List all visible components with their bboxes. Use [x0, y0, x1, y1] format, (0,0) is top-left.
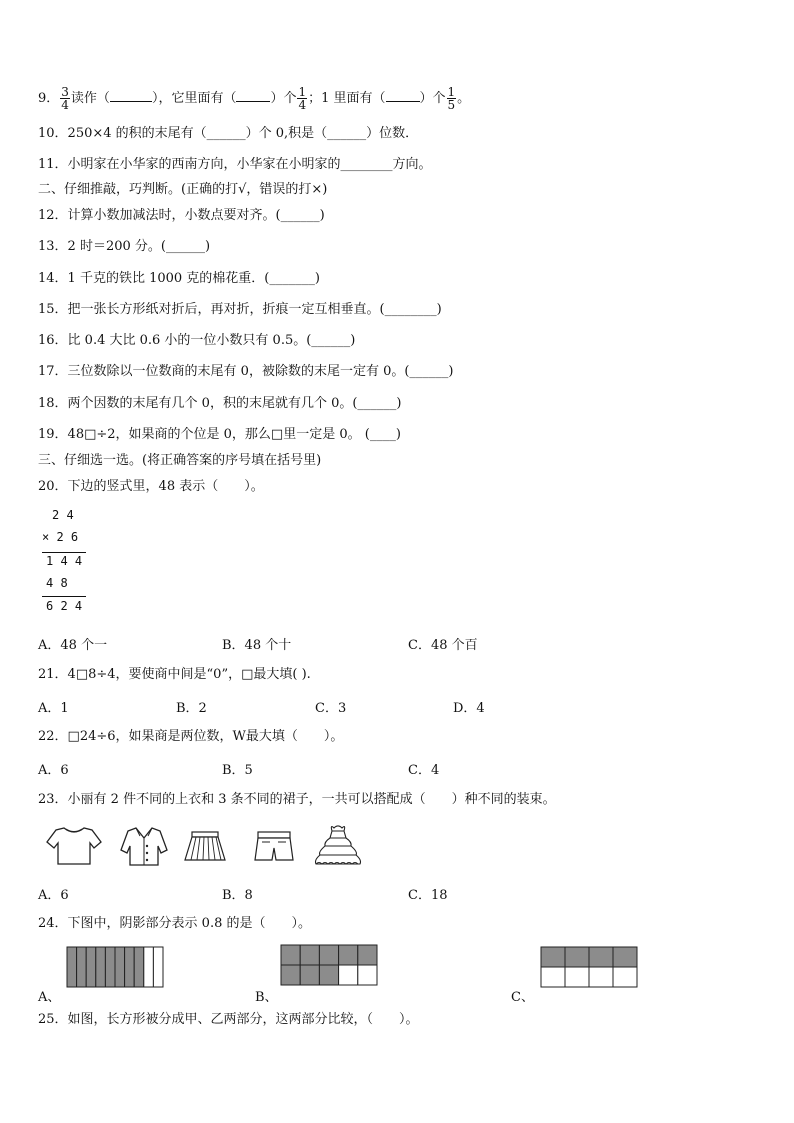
option-b[interactable]: B．48 个十: [222, 638, 292, 653]
shaded-cell: [319, 945, 338, 965]
pleated-skirt-icon: [182, 824, 228, 868]
shaded-cell: [300, 965, 319, 985]
option-c[interactable]: C．4: [408, 763, 440, 778]
option-b[interactable]: B．8: [222, 888, 253, 903]
unshaded-cell: [541, 967, 565, 987]
shaded-block-grid-c[interactable]: [540, 946, 640, 988]
vc-row: 6 2 4: [46, 599, 83, 613]
question-18: 18．两个因数的末尾有几个 0，积的末尾就有几个 0。(______): [38, 396, 402, 411]
option-a[interactable]: A．48 个一: [38, 638, 108, 653]
question-14: 14．1 千克的铁比 1000 克的棉花重．(_______): [38, 271, 320, 286]
vc-divider: [42, 596, 86, 597]
option-a[interactable]: A．6: [38, 763, 69, 778]
question-19: 19．48□÷2，如果商的个位是 0，那么□里一定是 0。 (____): [38, 427, 401, 442]
question-23: 23．小丽有 2 件不同的上衣和 3 条不同的裙子，一共可以搭配成（ ）种不同的装束。: [38, 792, 556, 807]
question-12: 12．计算小数加减法时，小数点要对齐。(______): [38, 208, 325, 223]
shaded-cell: [300, 945, 319, 965]
question-9: 9． $\frac{3}{4}$ 读作（ ），它里面有（ ）个 $\frac{1}{4}$ ；1 里面有（ ）个 $\frac{1}{5}$ 。: [38, 85, 471, 112]
unshaded-cell: [565, 967, 589, 987]
vc-row: 1 4 4: [46, 554, 83, 568]
shaded-cell: [358, 945, 377, 965]
question-13: 13．2 时＝200 分。(______): [38, 239, 211, 254]
question-17: 17．三位数除以一位数商的末尾有 0，被除数的末尾一定有 0。(______): [38, 364, 454, 379]
shaded-block-grid-b[interactable]: [280, 944, 380, 988]
question-25: 25．如图，长方形被分成甲、乙两部分，这两部分比较，（ ）。: [38, 1012, 419, 1027]
shaded-cell: [125, 947, 135, 987]
option-b[interactable]: B．2: [176, 701, 207, 716]
vc-row: × 2 6: [42, 530, 79, 544]
unshaded-cell: [339, 965, 358, 985]
option-d[interactable]: D．4: [453, 701, 485, 716]
unshaded-cell: [153, 947, 163, 987]
option-a[interactable]: A．1: [38, 701, 69, 716]
shaded-cell: [613, 947, 637, 967]
vc-row: 2 4: [52, 508, 74, 522]
option-b-label[interactable]: B、: [255, 990, 278, 1005]
shaded-cell: [319, 965, 338, 985]
shaded-cell: [565, 947, 589, 967]
unshaded-cell: [358, 965, 377, 985]
answer-blank[interactable]: [386, 89, 420, 102]
option-c-label[interactable]: C、: [511, 990, 534, 1005]
question-16: 16．比 0.4 大比 0.6 小的一位小数只有 0.5。(______): [38, 333, 356, 348]
unshaded-cell: [589, 967, 613, 987]
fraction-one-fifth: $\frac{1}{5}$: [447, 85, 456, 112]
shaded-cell: [339, 945, 358, 965]
shaded-cell: [134, 947, 144, 987]
shaded-strip-grid-a[interactable]: [66, 946, 166, 988]
fraction-one-quarter: $\frac{1}{4}$: [298, 85, 307, 112]
shaded-cell: [77, 947, 87, 987]
shaded-cell: [86, 947, 96, 987]
shaded-cell: [589, 947, 613, 967]
option-b[interactable]: B．5: [222, 763, 253, 778]
shirt-icon: [44, 824, 104, 868]
shaded-cell: [281, 945, 300, 965]
answer-blank[interactable]: [110, 89, 152, 102]
question-11: 11．小明家在小华家的西南方向，小华家在小明家的________方向。: [38, 157, 432, 172]
question-21: 21．4□8÷4，要使商中间是“0”，□最大填( ).: [38, 667, 311, 682]
question-22: 22．□24÷6，如果商是两位数，W最大填（ ）。: [38, 729, 344, 744]
question-15: 15．把一张长方形纸对折后，再对折，折痕一定互相垂直。(________): [38, 302, 442, 317]
shaded-cell: [67, 947, 77, 987]
option-c[interactable]: C．18: [408, 888, 448, 903]
question-20: 20．下边的竖式里，48 表示（ ）。: [38, 479, 264, 494]
ruffle-skirt-icon: [312, 822, 364, 868]
option-a-label[interactable]: A、: [38, 990, 61, 1005]
option-c[interactable]: C．48 个百: [408, 638, 478, 653]
shaded-cell: [281, 965, 300, 985]
question-24: 24．下图中，阴影部分表示 0.8 的是（ ）。: [38, 916, 311, 931]
option-c[interactable]: C．3: [315, 701, 347, 716]
jacket-icon: [118, 824, 170, 868]
shaded-cell: [541, 947, 565, 967]
option-a[interactable]: A．6: [38, 888, 69, 903]
shorts-skirt-icon: [250, 824, 298, 868]
vc-row: 4 8: [46, 576, 68, 590]
answer-blank[interactable]: [236, 89, 270, 102]
section-heading-choose: 三、仔细选一选。(将正确答案的序号填在括号里): [38, 453, 322, 468]
shaded-cell: [115, 947, 125, 987]
shaded-cell: [105, 947, 115, 987]
shaded-cell: [96, 947, 106, 987]
unshaded-cell: [144, 947, 154, 987]
question-10: 10．250×4 的积的末尾有（______）个 0,积是（______）位数．: [38, 126, 419, 141]
vc-divider: [42, 552, 86, 553]
unshaded-cell: [613, 967, 637, 987]
fraction-three-quarters: $\frac{3}{4}$: [61, 85, 69, 112]
section-heading-judge: 二、仔细推敲，巧判断。(正确的打√，错误的打×): [38, 182, 328, 197]
